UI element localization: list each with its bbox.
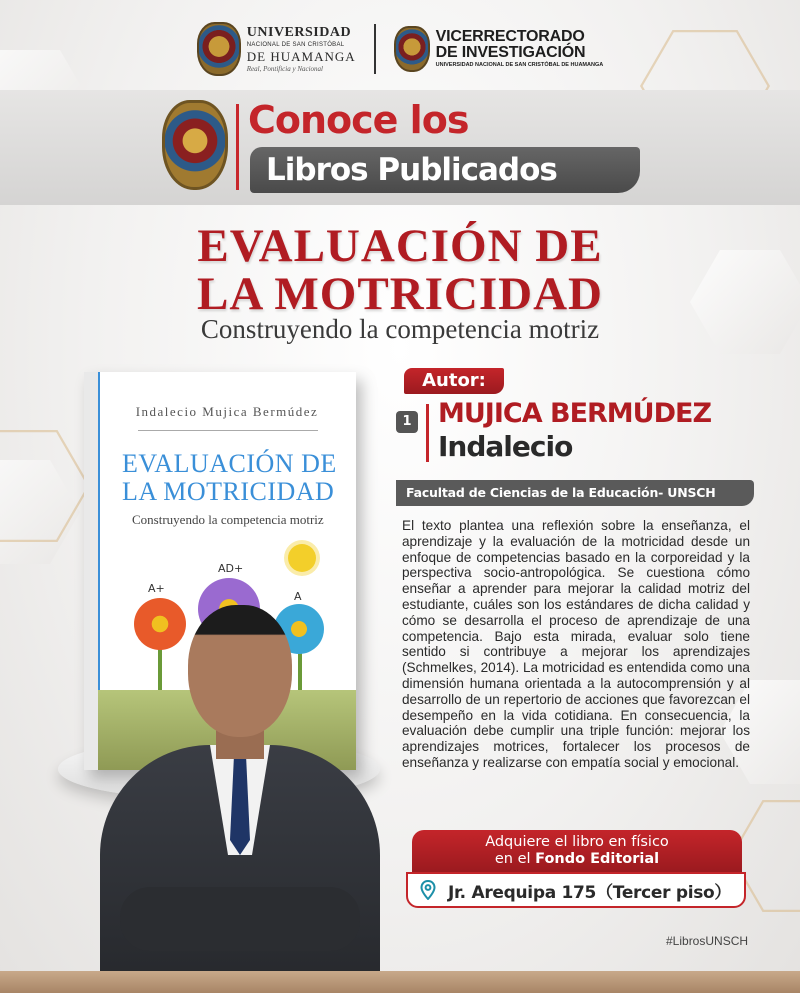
book-title — [0, 222, 800, 318]
cover-author: Indalecio Mujica Bermúdez — [135, 404, 319, 419]
university-crest-icon — [197, 22, 241, 76]
university-name — [247, 26, 356, 73]
banner-subheading: Libros Publicados — [250, 147, 640, 193]
vice-rectorate-name — [436, 29, 604, 69]
faculty-label: Facultad de Ciencias de la Educación- UNSCH — [396, 480, 754, 506]
cover-title — [122, 450, 352, 506]
cover-title-line2: LA MOTRICIDAD — [122, 477, 335, 506]
author-surname: MUJICA BERMÚDEZ — [438, 398, 712, 429]
banner-heading: Conoce los — [248, 98, 469, 142]
author-given-name: Indalecio — [438, 430, 573, 463]
cover-grade-right: A — [294, 590, 302, 603]
cover-rule — [138, 430, 318, 431]
author-head — [188, 605, 292, 737]
cover-title-line1: EVALUACIÓN DE — [122, 449, 337, 478]
purchase-line2 — [412, 851, 742, 868]
purchase-line2-bold: Fondo Editorial — [535, 851, 660, 867]
university-logo — [197, 22, 356, 76]
cover-grade-mid: AD+ — [218, 562, 244, 575]
purchase-line2-prefix: en el — [494, 851, 536, 867]
book-title-line1: EVALUACIÓN DE — [197, 220, 603, 272]
author-number-badge: 1 — [396, 411, 418, 433]
vice-rectorate-crest-icon — [394, 26, 430, 72]
university-line3: DE HUAMANGA — [246, 48, 356, 64]
address-box — [406, 872, 746, 908]
hashtag: #LibrosUNSCH — [666, 934, 749, 948]
sun-icon — [288, 544, 316, 572]
author-label: Autor: — [404, 368, 504, 394]
vice-line1: VICERRECTORADO — [435, 28, 585, 46]
header-divider — [374, 24, 376, 74]
purchase-banner — [412, 830, 742, 872]
cover-grade-left: A+ — [148, 582, 165, 595]
author-photo — [100, 605, 380, 993]
banner-accent-bar — [236, 104, 239, 190]
university-line1: UNIVERSIDAD — [246, 24, 352, 40]
banner-crest-icon — [162, 100, 228, 190]
vice-line3: UNIVERSIDAD NACIONAL DE SAN CRISTÓBAL DE HUAMANGA — [435, 62, 604, 69]
address-text: Jr. Arequipa 175（Tercer piso） — [448, 882, 732, 903]
cover-subtitle: Construyendo la competencia motriz — [132, 512, 324, 527]
author-accent-bar — [426, 404, 429, 462]
author-crossed-arms — [120, 887, 360, 951]
book-title-line2: LA MOTRICIDAD — [196, 268, 603, 320]
book-description: El texto plantea una reflexión sobre la enseñanza, el aprendizaje y la evaluación de la motricidad desde un enfoque de competencias basado en la corporeidad y la perspectiva socio-antropológica. Se cuestiona cómo enseñar a aprender para mejorar la calidad motriz del estudiante, cuáles son los estándares de dicha calidad y cómo se desarrolla el proceso de aprendizaje de una competencia. Bajo esta mirada, evaluar solo tiene sentido si contribuye a mejorar los aprendizajes (Schmelkes, 2014). La motricidad es entendida como una dimensión humana orientada a la autocomprensión y al desarrollo de un repertorio de acciones que favorezcan el desempeño en la vida cotidiana. En consecuencia, la evaluación debe cumplir una triple función: mejorar los aprendizajes motrices, fortalecer los procesos de enseñanza y realizarse con empatía social y emocional. — [402, 518, 750, 770]
purchase-line1: Adquiere el libro en físico — [485, 834, 669, 850]
top-header — [0, 14, 800, 84]
university-line2: NACIONAL DE SAN CRISTÓBAL — [246, 41, 345, 48]
map-pin-icon — [420, 880, 436, 900]
book-subtitle: Construyendo la competencia motriz — [200, 314, 600, 344]
vice-rectorate-logo — [394, 26, 604, 72]
vice-line2: DE INVESTIGACIÓN — [435, 44, 586, 62]
floor-strip — [0, 971, 800, 993]
university-motto: Real, Pontificia y Nacional — [246, 64, 323, 73]
